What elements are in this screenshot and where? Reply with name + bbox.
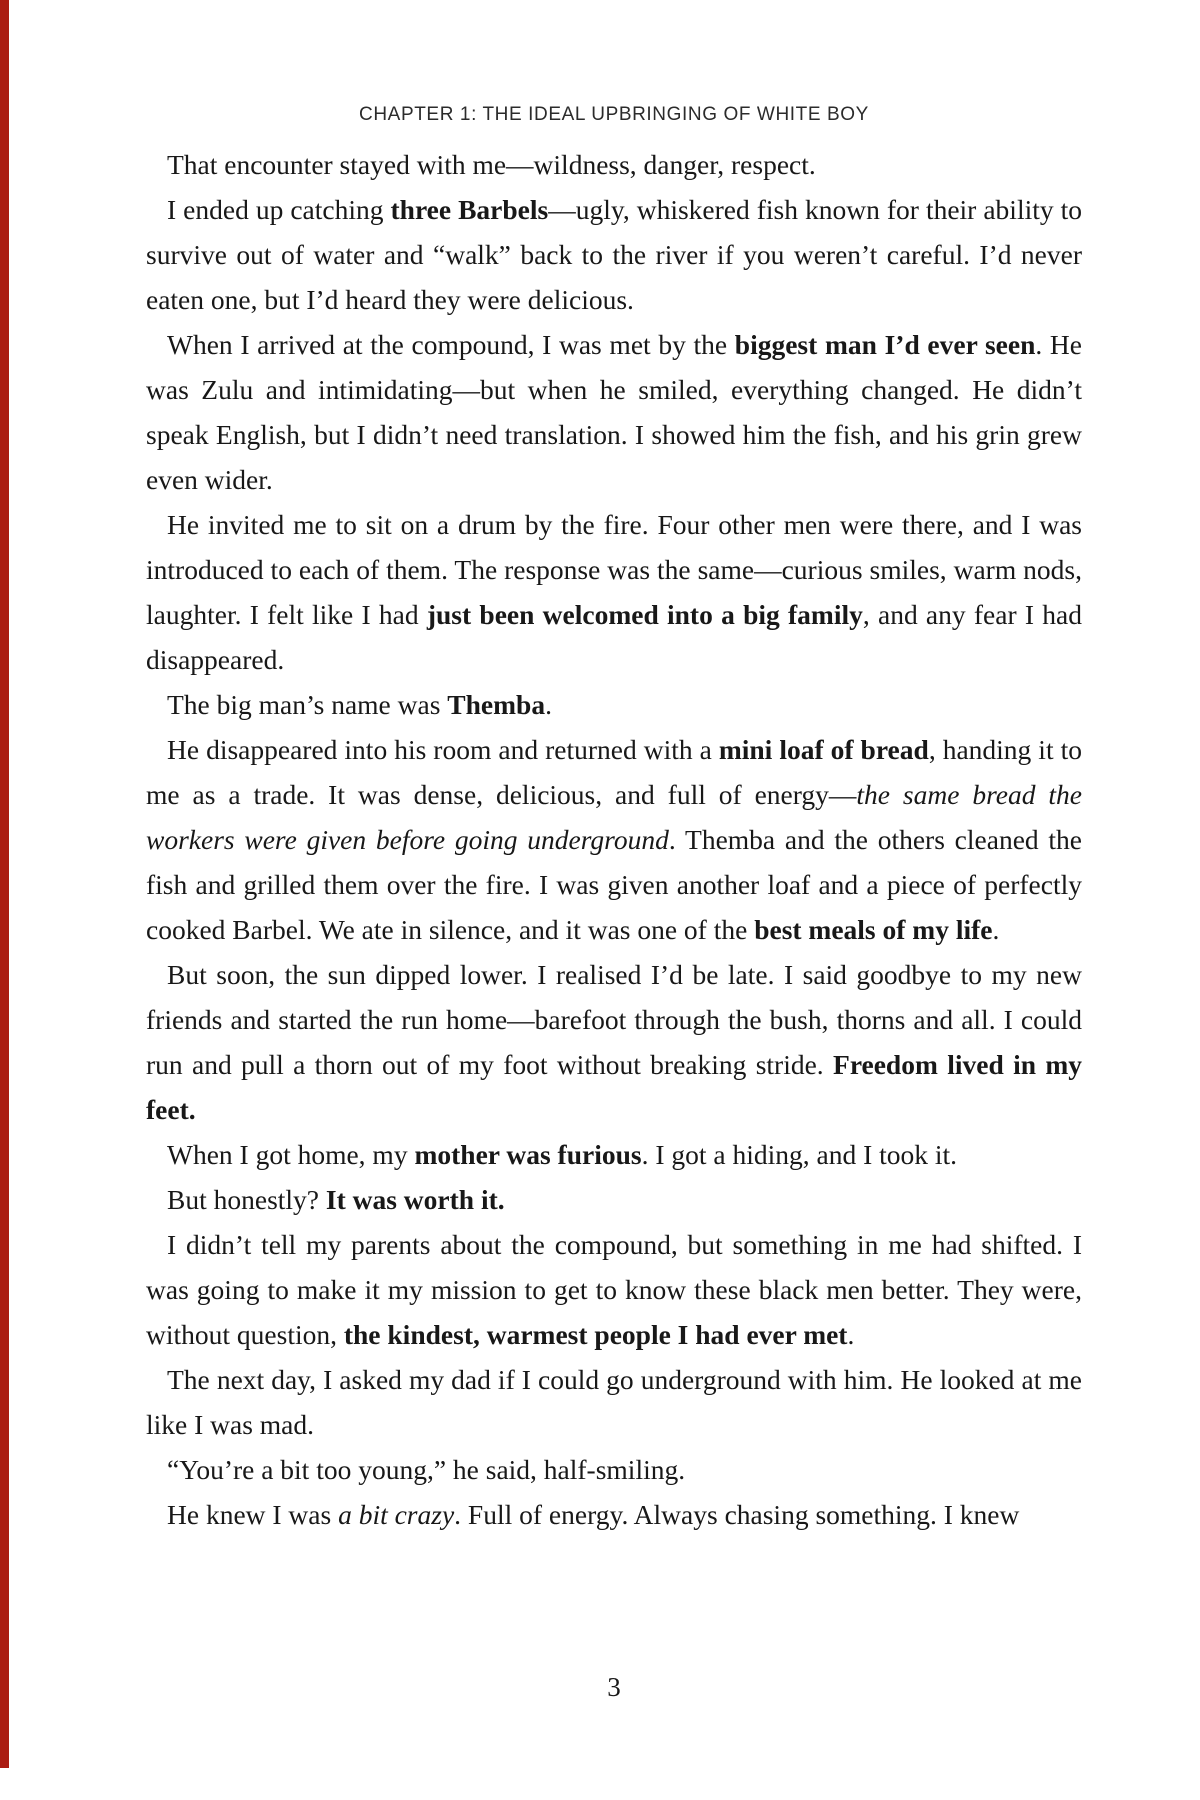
text-segment: “You’re a bit too young,” he said, half-smiling. xyxy=(167,1454,686,1485)
paragraph xyxy=(146,187,1082,322)
text-segment: He invited me to sit on a drum by the fire. Four other men were there, and I was introduced to each of them. The response was the same—curious smiles, warm nods, laughter. I felt like I had xyxy=(146,509,1082,630)
text-segment: best meals of my life xyxy=(754,914,993,945)
text-segment: the kindest, warmest people I had ever met xyxy=(343,1319,848,1350)
paragraph xyxy=(146,1357,1082,1447)
text-segment: Freedom lived in my feet. xyxy=(146,1049,1082,1125)
paragraph xyxy=(146,322,1082,502)
text-segment: just been welcomed into a big family xyxy=(426,599,863,630)
text-segment: three Barbels xyxy=(390,194,549,225)
text-segment: a bit crazy xyxy=(338,1499,455,1530)
text-segment: That encounter stayed with me—wildness, danger, respect. xyxy=(167,149,816,180)
text-segment: . xyxy=(847,1319,855,1350)
text-segment: He knew I was xyxy=(167,1499,339,1530)
text-segment: mini loaf of bread xyxy=(718,734,929,765)
paragraph xyxy=(146,952,1082,1132)
text-segment: But soon, the sun dipped lower. I realised I’d be late. I said goodbye to my new friends and started the run home—barefoot through the bush, thorns and all. I could run and pull a thorn out of my foot without breaking stride. xyxy=(146,959,1082,1080)
paragraph xyxy=(146,502,1082,682)
text-segment: mother was furious xyxy=(414,1139,642,1170)
text-segment: He disappeared into his room and returned with a xyxy=(167,734,719,765)
paragraph xyxy=(146,1132,1082,1177)
text-segment: But honestly? xyxy=(167,1184,326,1215)
text-segment: . xyxy=(545,689,552,720)
text-segment: . He was Zulu and intimidating—but when he smiled, everything changed. He didn’t speak English, but I didn’t need translation. I showed him the fish, and his grin grew even wider. xyxy=(146,329,1082,495)
text-segment: The next day, I asked my dad if I could go underground with him. He looked at me like I was mad. xyxy=(146,1364,1082,1440)
text-segment: , and any fear I had disappeared. xyxy=(146,599,1082,675)
body-text xyxy=(146,142,1082,1537)
text-segment: The big man’s name was xyxy=(167,689,448,720)
text-segment: I ended up catching xyxy=(167,194,391,225)
text-segment: When I arrived at the compound, I was met by the xyxy=(167,329,735,360)
text-segment: . xyxy=(992,914,1000,945)
text-segment: , handing it to me as a trade. It was dense, delicious, and full of energy— xyxy=(146,734,1082,810)
paragraph xyxy=(146,1492,1082,1537)
text-segment: When I got home, my xyxy=(167,1139,415,1170)
paragraph xyxy=(146,142,1082,187)
text-segment: . Themba and the others cleaned the fish and grilled them over the fire. I was given another loaf and a piece of perfectly cooked Barbel. We ate in silence, and it was one of the xyxy=(146,824,1083,945)
page-number: 3 xyxy=(607,1672,621,1702)
page-edge-accent-bar xyxy=(0,0,9,1768)
text-segment: It was worth it. xyxy=(325,1184,505,1215)
paragraph xyxy=(146,682,1082,727)
text-segment: —ugly, whiskered fish known for their ability to survive out of water and “walk” back to the river if you weren’t careful. I’d never eaten one, but I’d heard they were delicious. xyxy=(146,194,1083,315)
paragraph xyxy=(146,1222,1082,1357)
text-segment: biggest man I’d ever seen xyxy=(734,329,1036,360)
text-segment: the same bread the workers were given before going underground xyxy=(146,779,1082,855)
text-segment: . Full of energy. Always chasing something. I knew xyxy=(454,1499,1020,1530)
paragraph xyxy=(146,727,1082,952)
text-segment: . I got a hiding, and I took it. xyxy=(641,1139,958,1170)
text-segment: Themba xyxy=(447,689,546,720)
paragraph xyxy=(146,1177,1082,1222)
paragraph xyxy=(146,1447,1082,1492)
text-segment: I didn’t tell my parents about the compound, but something in me had shifted. I was going to make it my mission to get to know these black men better. They were, without question, xyxy=(146,1229,1082,1350)
chapter-running-header: CHAPTER 1: THE IDEAL UPBRINGING OF WHITE BOY xyxy=(359,104,869,125)
